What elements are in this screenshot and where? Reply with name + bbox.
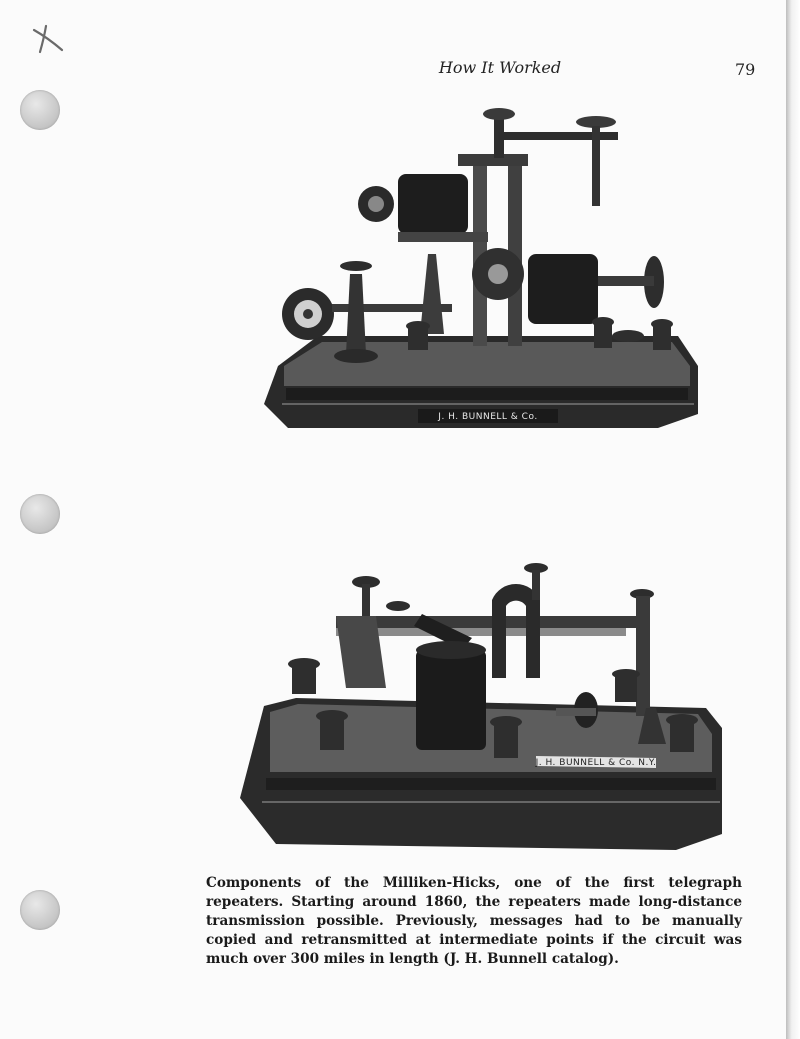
figure-top-plate-label: J. H. BUNNELL & Co. <box>438 412 538 422</box>
x-mark-icon <box>28 22 68 56</box>
telegraph-relay-engraving-icon <box>236 558 726 852</box>
running-title: How It Worked <box>438 58 562 77</box>
binder-hole-middle <box>20 494 60 534</box>
binder-hole-top <box>20 90 60 130</box>
page-number: 79 <box>735 60 756 79</box>
page-edge-shadow <box>786 0 800 1039</box>
telegraph-repeater-engraving-icon <box>258 104 704 436</box>
figure-bottom-plate-label: J. H. BUNNELL & Co. N.Y. <box>535 758 657 768</box>
binder-hole-bottom <box>20 890 60 930</box>
figure-caption: Components of the Milliken-Hicks, one of the first telegraph repeaters. Starting around 1860, the repeaters made long-distance transmission possible. Previously, messages had to be manually copied and retransmitted at intermediate points if the circuit was much over 300 miles in length (J. H. Bunnell catalog). <box>206 875 742 967</box>
